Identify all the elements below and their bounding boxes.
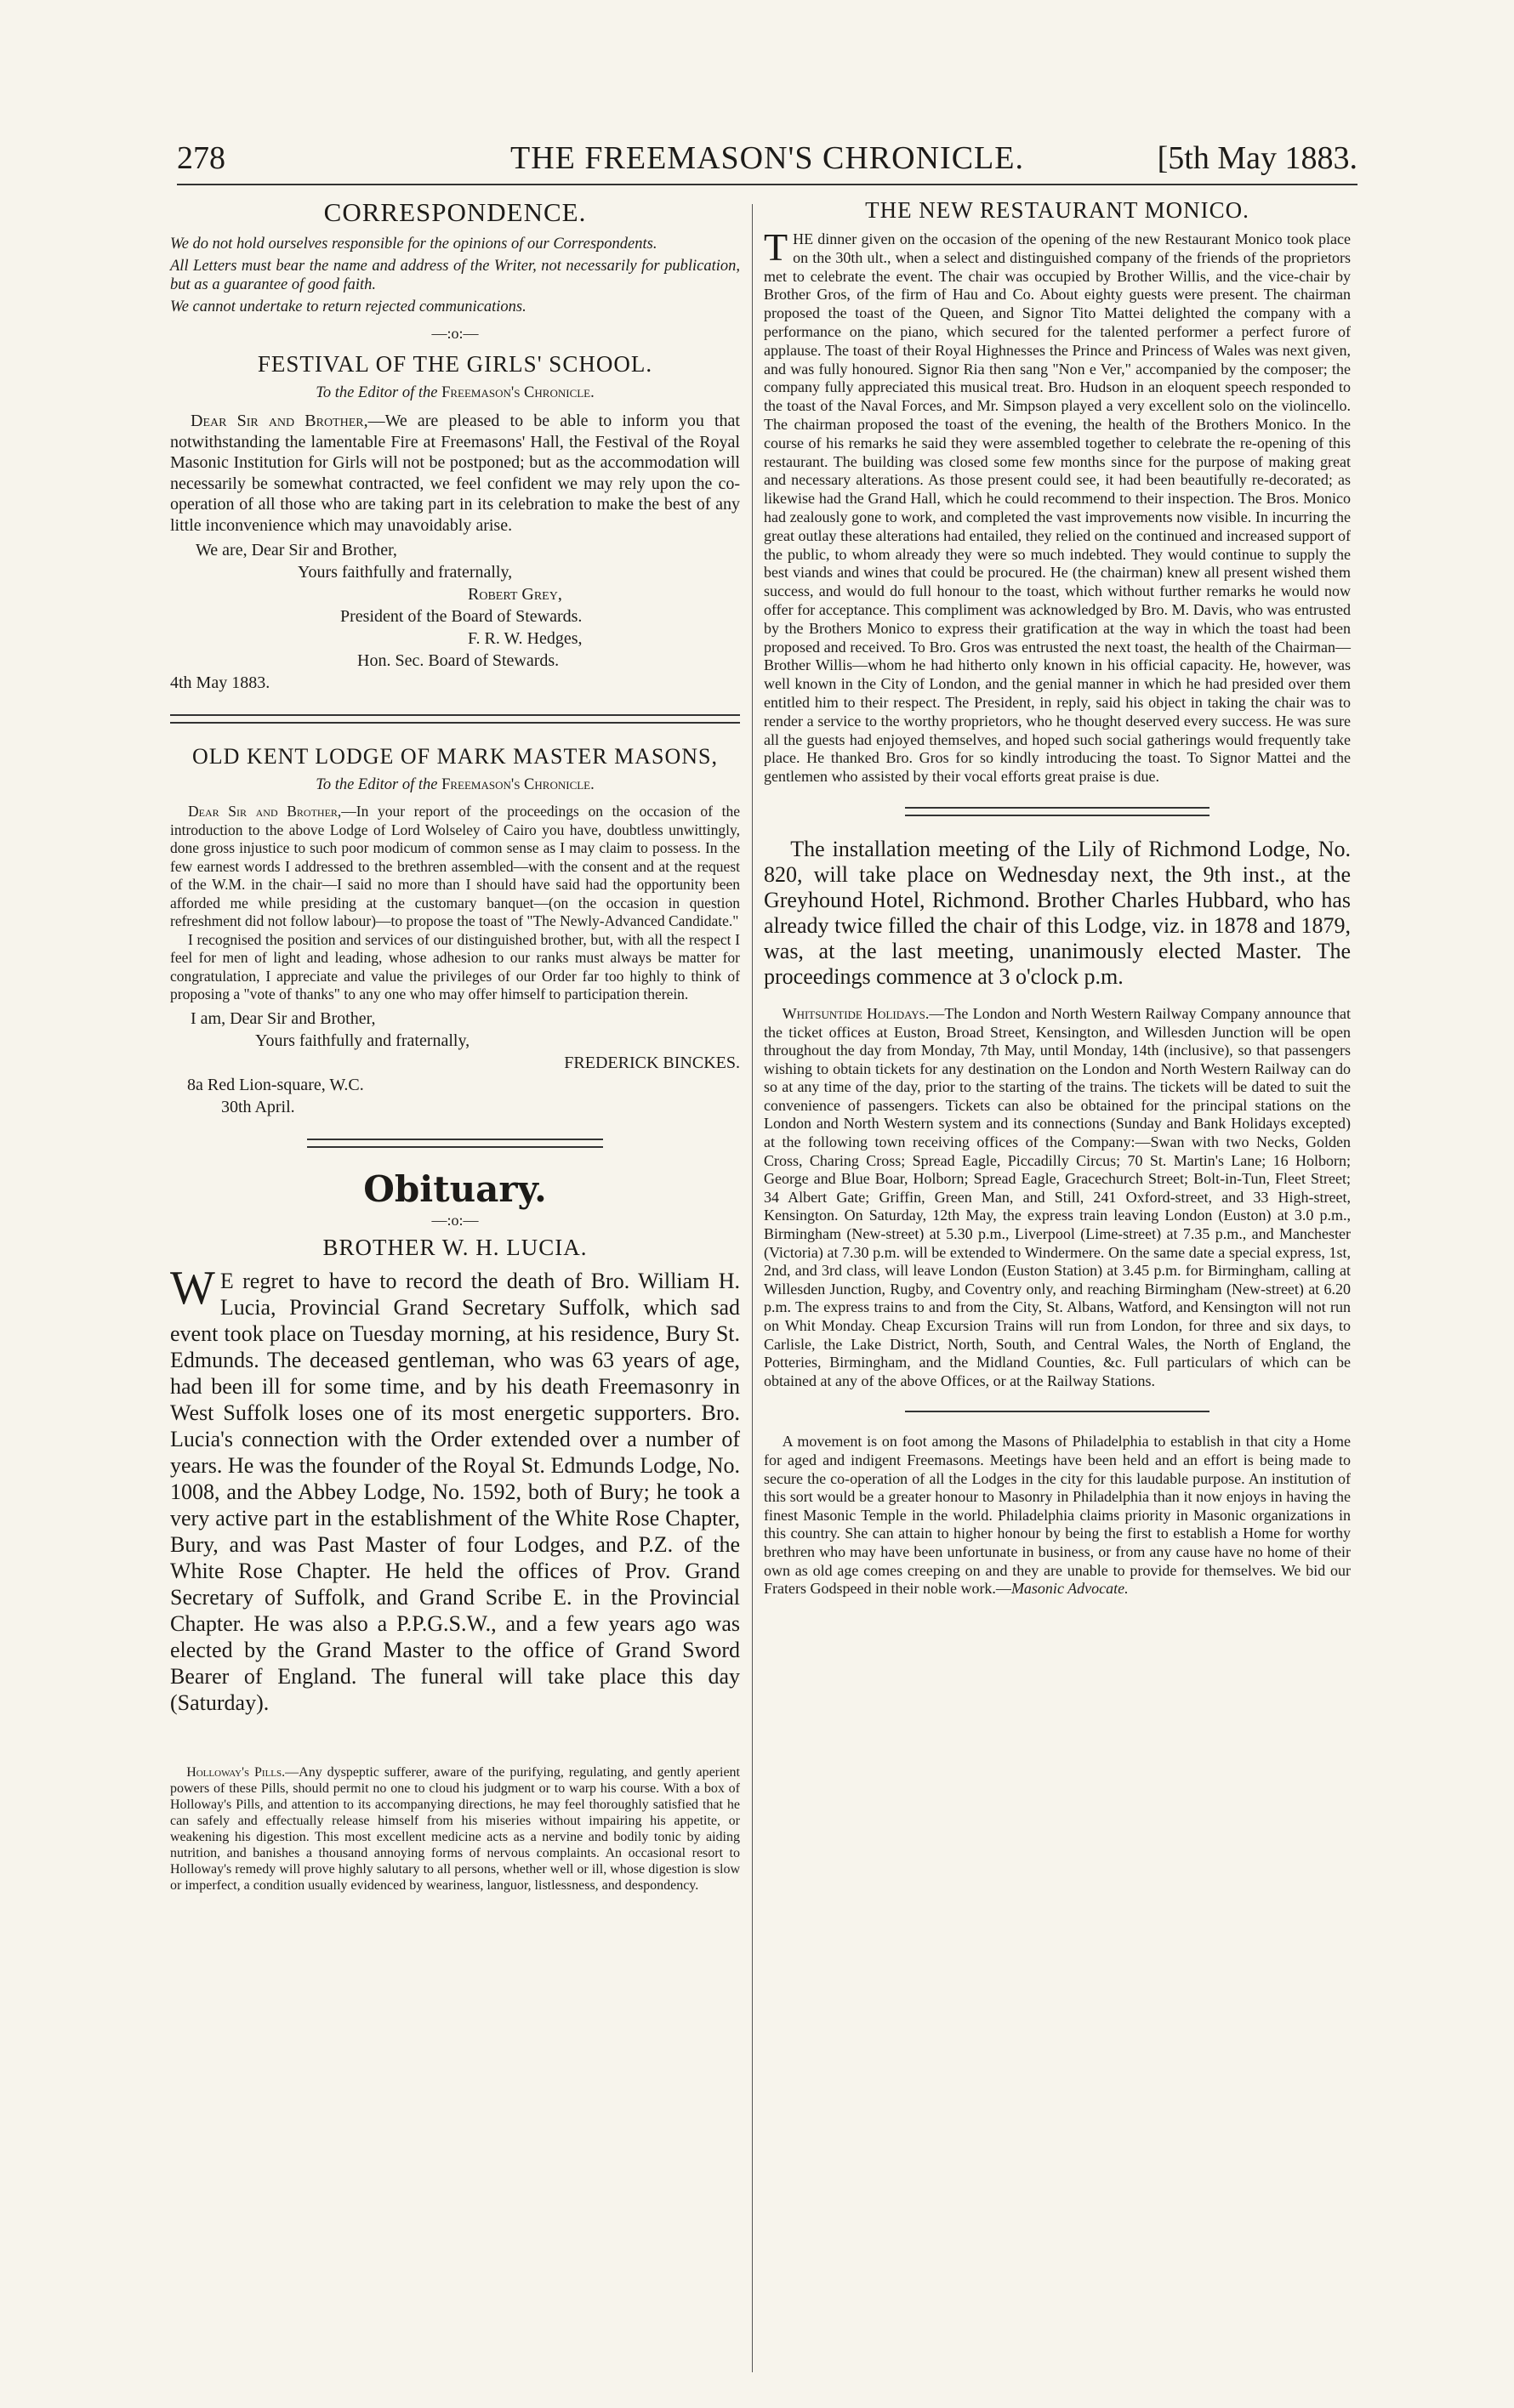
- monico-title: THE NEW RESTAURANT MONICO.: [865, 197, 1249, 223]
- letter-closing: I am, Dear Sir and Brother, Yours faithfully and fraternally, FREDERICK BINCKES. 8a Red Lion-square, W.C. 30th April.: [187, 1008, 740, 1116]
- left-column: [170, 197, 740, 1894]
- section-rule: [905, 1411, 1210, 1412]
- monico-body: THE dinner given on the occasion of the opening of the new Restaurant Monico took place on the 30th ult., when a select and distinguished company of the friends of the proprietors met to celebrate the event. The chair was occupied by Brother Willis, and the vice-chair by Brother Gros, of the firm of Hau and Co. About eighty guests were present. The chairman proposed the toast of the Queen, and Signor Tito Mattei delighted the company with a performance on the piano, which secured for the talented performer a perfect furore of applause. The toast of their Royal Highnesses the Prince and Princess of Wales was next given, and was fully honoured. Signor Ria then sang "Non e Ver," accompanied by the composer; the company fully appreciated this musical treat. Bro. Hudson in an eloquent speech responded to the toast of the Naval Forces, and Mr. Simpson played a very excellent solo on the violincello. The chairman proposed the toast of the evening, the health of the Brothers Monico. In the course of his remarks he said they were assembled together to celebrate the re-opening of this restaurant. The building was closed some few months since for the purpose of making great and necessary alterations. As those present could see, it had been beautifully re-decorated; as likewise had the Grand Hall, which he could recommend to their inspection. The Bros. Monico had zealously gone to work, and completed the vast improvements now visible. In incurring the great outlay these alterations had entailed, they relied on the continued and increased support of the public, to whom already they were so much indebted. They would continue to supply the best viands and wines that could be procured. He (the chairman) knew all present wished them success, and would do full honour to the toast, which without further remarks he would now offer for acceptance. This compliment was acknowledged by Bro. M. Davis, who was entrusted by the Brothers Monico to express their gratification at the way in which the toast had been proposed and received. To Bro. Gros was entrusted the next toast, the health of the Chairman—Brother Willis—whom he had hitherto only known in his official capacity. He, however, was well known in the City of London, and the genial manner in which he had presided over them entitled him to their respect. The President, in reply, said his object in taking the chair was to render a service to the worthy proprietors, who he thought deserved every success. He was sure all the guests had enjoyed themselves, and hoped such social gatherings would frequently take place. He thanked Bro. Gros for so kindly introducing the toast. To Signor Mattei and the gentlemen who assisted by their vocal efforts great praise is due.: [764, 225, 1351, 786]
- page-number: 278: [177, 140, 225, 176]
- correspondence-title: CORRESPONDENCE.: [323, 197, 587, 227]
- salutation: Dear Sir and Brother,: [191, 412, 368, 430]
- editorial-note: All Letters must bear the name and address of the Writer, not necessarily for publication, but as a guarantee of good faith.: [170, 257, 740, 293]
- drop-cap: W: [170, 1261, 215, 1315]
- letter-body: Dear Sir and Brother,—We are pleased to be able to inform you that notwithstanding the lamentable Fire at Freemasons' Hall, the Festival of the Royal Masonic Institution for Girls will not be postponed; but as the accommodation will necessarily be somewhat contracted, we feel confident we may rely upon the co-operation of all those who are taking part in its celebration to make the best of any little inconvenience which may unavoidably arise.: [170, 412, 740, 535]
- letter-closing: We are, Dear Sir and Brother, Yours faithfully and fraternally, Robert Grey, President of the Board of Stewards. F. R. W. Hedges, Hon. Sec. Board of Stewards. 4th May 1883.: [170, 541, 583, 692]
- header-rule: [177, 184, 1357, 185]
- letter-body: Dear Sir and Brother,—In your report of the proceedings on the occasion of the introduction to the above Lodge of Lord Wolseley of Cairo you have, doubtless unwittingly, done gross injustice to such poor modicum of common sense as I may claim to possess. In the few earnest words I addressed to the brethren assembled—with the consent and at the request of the W.M. in the chair—I said no more than I should have said had the opportunity been afforded me while presiding at the customary banquet—(on the occasion in question refreshment did not follow labour)—to propose the toast of "The Newly-Advanced Candidate.": [170, 803, 740, 929]
- editorial-note: We do not hold ourselves responsible for the opinions of our Correspondents.: [170, 236, 657, 253]
- page-header: [177, 133, 1357, 185]
- obituary-title: BROTHER W. H. LUCIA.: [322, 1234, 588, 1260]
- old-kent-title: OLD KENT LODGE OF MARK MASTER MASONS,: [192, 744, 718, 769]
- to-editor-line: To the Editor of the Freemason's Chronicle.: [316, 776, 595, 793]
- issue-date: [5th May 1883.: [1157, 140, 1357, 176]
- whitsuntide-notice: Whitsuntide Holidays.—The London and North Western Railway Company announce that the ticket offices at Euston, Broad Street, Kensington, and Willesden Junction will be open throughout the day from Monday, 7th May, until Monday, 14th (inclusive), so that passengers wishing to obtain tickets for any destination on the London and North Western Railway can do so at any time of the day, prior to the starting of the trains. The tickets will be dated to suit the convenience of passengers. Tickets can also be obtained for the principal stations on the London and North Western system and its connections (Sunday and Bank Holidays excepted) at the following town receiving offices of the Company:—Swan with two Necks, Golden Cross, Charing Cross; Spread Eagle, Piccadilly Circus; 70 St. Martin's Lane; 16 Holborn; George and Blue Boar, Holborn; Spread Eagle, Gracechurch Street; Bolt-in-Tun, Fleet Street; 34 Albert Gate; Griffin, Green Man, and Still, 241 Oxford-street, and 33 High-street, Kensington. On Saturday, 12th May, the express train leaving London (Euston) at 3.0 p.m., Birmingham (New-street) at 5.30 p.m., Liverpool (Lime-street) at 7.35 p.m., and Manchester (Victoria) at 7.30 p.m. will be extended to Windermere. On the same date a special express, 1st, 2nd, and 3rd class, will leave London (Euston Station) at 3.45 p.m. for Birmingham, calling at Willesden Junction, Rugby, and Coventry only, and reaching Birmingham (New-street) at 6.20 p.m. The express trains to and from the City, St. Albans, Watford, and Kensington will not run on Whit Monday. Cheap Excursion Trains will run from London, for three and six days, to Carlisle, the Lake District, North, South, and Central Wales, the North of England, the Potteries, Birmingham, and the Midland Counties, &c. Full particulars of which can be obtained at any of the above Offices, or at the Railway Stations.: [764, 1004, 1351, 1389]
- to-editor-line: To the Editor of the Freemason's Chronicle.: [316, 384, 595, 401]
- section-rule: [170, 714, 740, 724]
- obituary-heading: Obituary.: [363, 1167, 547, 1210]
- column-divider: [752, 204, 753, 2372]
- separator: —:o:—: [431, 1211, 479, 1229]
- editorial-note: We cannot undertake to return rejected communications.: [170, 298, 526, 315]
- drop-cap: T: [764, 225, 788, 269]
- festival-title: FESTIVAL OF THE GIRLS' SCHOOL.: [257, 351, 653, 377]
- salutation: Dear Sir and Brother,: [188, 803, 342, 820]
- section-rule: [905, 807, 1210, 816]
- separator: —:o:—: [431, 325, 479, 342]
- philadelphia-notice: A movement is on foot among the Masons of Philadelphia to establish in that city a Home for aged and indigent Freemasons. Meetings have been held and an effort is being made to secure the co-operation of all the Lodges in the city for this laudable purpose. An institution of this sort would be a greater honour to Masonry in Philadelphia than it now enjoys in having the finest Masonic Temple in the world. Philadelphia claims priority in Masonic organizations in this country. She can attain to higher honour by being the first to establish a Home for worthy brethren who may have been unfortunate in business, or from any cause have no home of their own as old age comes creeping on and they are unable to provide for themselves. We bid our Fraters Godspeed in their noble work.—Masonic Advocate.: [764, 1433, 1351, 1598]
- obituary-body: W E regret to have to record the death of Bro. William H. Lucia, Provincial Grand Secretary Suffolk, which sad event took place on Tuesday morning, at his residence, Bury St. Edmunds. The deceased gentleman, who was 63 years of age, had been ill for some time, and by his death Freemasonry in West Suffolk loses one of its most energetic supporters. Bro. Lucia's connection with the Order extended over a number of years. He was the founder of the Royal St. Edmunds Lodge, No. 1008, and the Abbey Lodge, No. 1592, both of Bury; he took a very active part in the establishment of the White Rose Chapter, Bury, and was Past Master of four Lodges, and P.Z. of the White Rose Chapter. He held the offices of Prov. Grand Secretary of Suffolk, and Grand Scribe E. in the Provincial Chapter. He was also a P.P.G.S.W., and a few years ago was elected by the Grand Master to the office of Grand Sword Bearer of England. The funeral will take place this day (Saturday).: [170, 1261, 740, 1715]
- lily-lodge-notice: The installation meeting of the Lily of Richmond Lodge, No. 820, will take place on Wednesday next, the 9th inst., at the Greyhound Hotel, Richmond. Brother Charles Hubbard, who has already twice filled the chair of this Lodge, viz. in 1878 and 1879, was, at the last meeting, unanimously elected Master. The proceedings commence at 3 o'clock p.m.: [764, 836, 1351, 989]
- newspaper-title: THE FREEMASON'S CHRONICLE.: [510, 140, 1024, 176]
- section-rule: [307, 1139, 603, 1148]
- right-column: [764, 197, 1351, 1599]
- letter-body: I recognised the position and services of our distinguished brother, but, with all the respect I feel for men of light and leading, whose adhesion to our ranks must always be matter for congratulation, I appreciate and value the privileges of our Order far too highly to think of proposing a "vote of thanks" to any one who may offer himself to participation therein.: [170, 930, 740, 1002]
- holloway-advert: Holloway's Pills.—Any dyspeptic sufferer, aware of the purifying, regulating, and gently aperient powers of these Pills, should permit no one to cloud his judgment or to warp his course. With a box of Holloway's Pills, and attention to its accompanying directions, he may feel thoroughly satisfied that he can safely and effectually release himself from his miseries without impairing his appetite, or weakening his digestion. This most excellent medicine acts as a nervine and bodily tonic by aiding nutrition, and banishes a thousand annoying forms of nervous complaints. An occasional resort to Holloway's remedy will prove highly salutary to all persons, whether well or ill, whose digestion is slow or imperfect, a condition usually evidenced by weariness, languor, listlessness, and despondency.: [170, 1764, 740, 1893]
